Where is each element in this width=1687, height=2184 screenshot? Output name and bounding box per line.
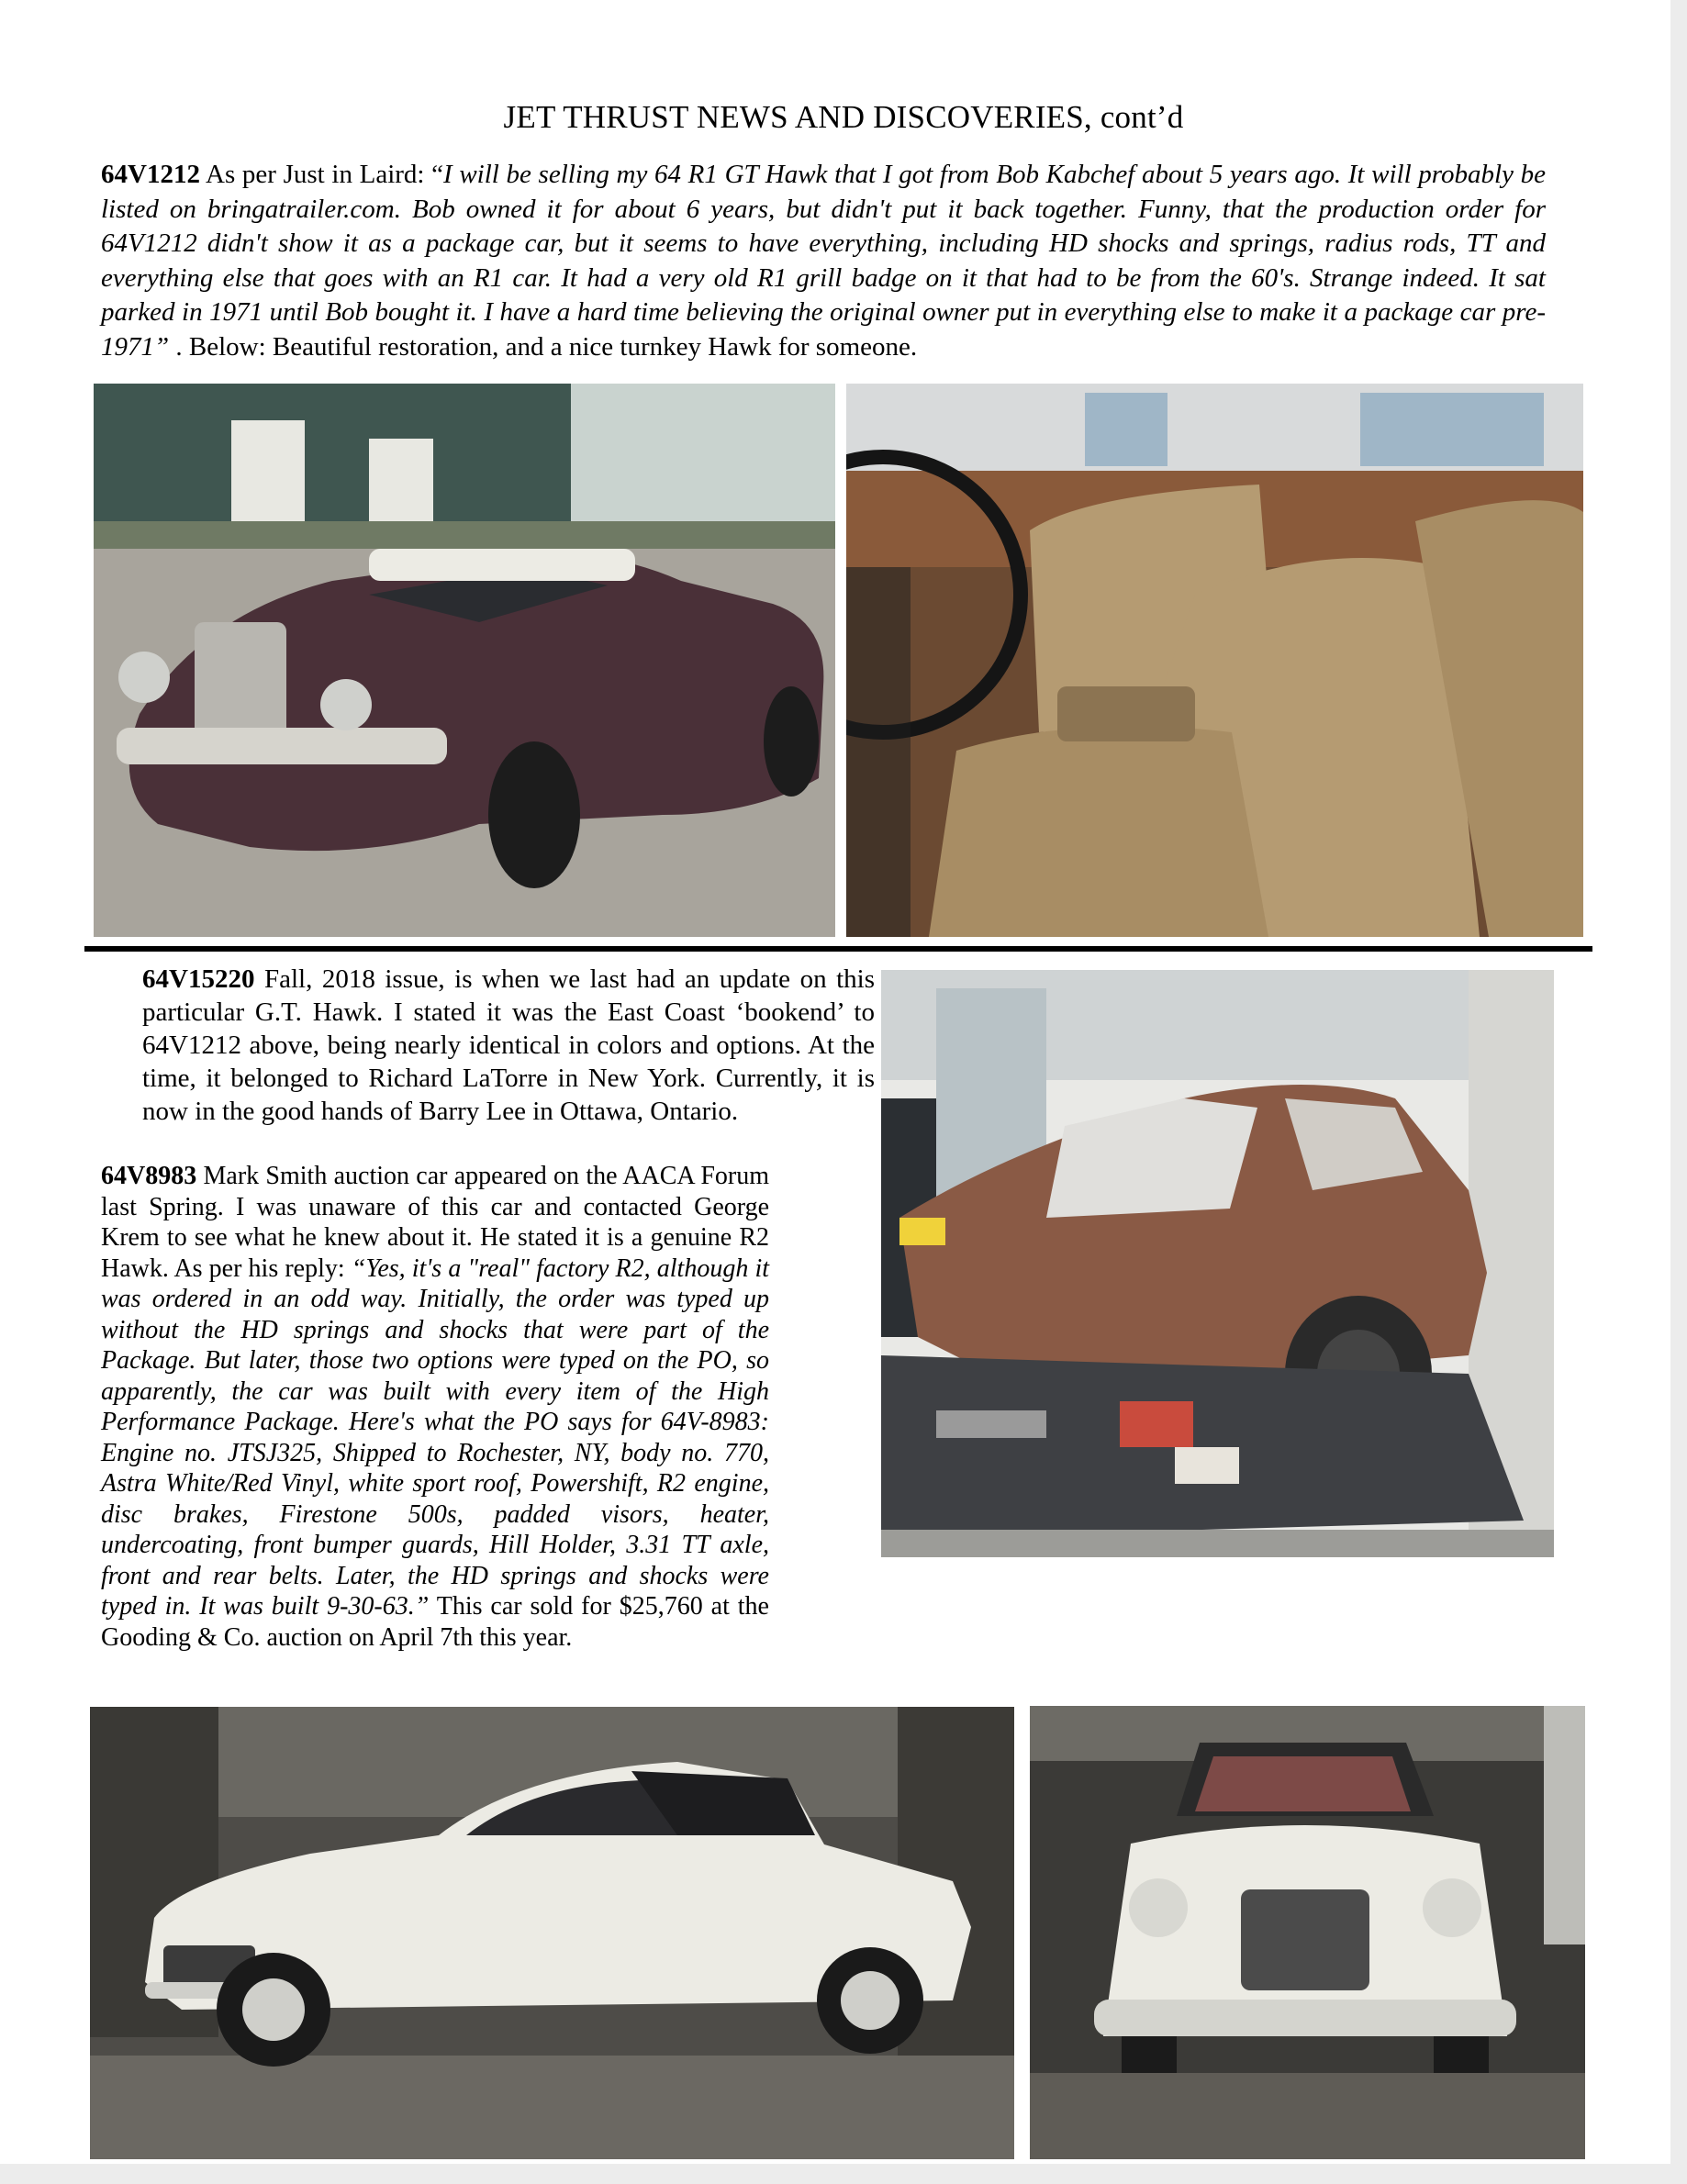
photo-white-hawk-front xyxy=(1030,1706,1585,2159)
article-id: 64V15220 xyxy=(142,964,255,994)
article-id: 64V1212 xyxy=(101,160,200,189)
article-quote: “Yes, it's a "real" factory R2, although it was ordered in an odd way. Initially, the order was typed up without the HD springs and shocks that were part of the Package. But later, those two options were typed on the PO, so apparently, the car was built with every item of the High Performance Package. Here's what the PO says for 64V-8983: Engine no. JTSJ325, Shipped to Rochester, NY, body no. 770, Astra White/Red Vinyl, white sport roof, Powershift, R2 engine, disc brakes, Firestone 500s, padded visors, heater, undercoating, front bumper guards, Hill Holder, 3.31 TT axle, front and rear belts. Later, the HD springs and shocks were typed in. It was built 9-30-63.” xyxy=(101,1254,769,1621)
photo-bronze-hawk-garage xyxy=(881,970,1554,1557)
article-id: 64V8983 xyxy=(101,1162,197,1190)
page-title: JET THRUST NEWS AND DISCOVERIES, cont’d xyxy=(503,99,1184,135)
page-edge xyxy=(1670,0,1687,2184)
article-outro: This car sold for $25,760 at the Gooding & Co. auction on April 7th this year. xyxy=(101,1592,769,1652)
page-bottom-edge xyxy=(0,2164,1687,2184)
article-64v15220 xyxy=(142,963,875,1128)
photo-white-hawk-side xyxy=(90,1707,1014,2159)
photo-maroon-hawk-exterior xyxy=(94,384,835,937)
article-outro: . Below: Beautiful restoration, and a nice turnkey Hawk for someone. xyxy=(169,331,918,362)
article-intro: As per Just in Laird: “ xyxy=(199,160,444,189)
article-intro: Mark Smith auction car appeared on the AACA Forum last Spring. I was unaware of this car and contacted George Krem to see what he knew about it. He stated it is a genuine R2 Hawk. As per his reply: xyxy=(101,1162,769,1283)
section-divider xyxy=(84,946,1592,952)
article-64v8983 xyxy=(101,1161,769,1653)
article-64v1212 xyxy=(101,158,1546,364)
article-quote: I will be selling my 64 R1 GT Hawk that I got from Bob Kabchef about 5 years ago. It will probably be listed on bringatrailer.com. Bob owned it for about 6 years, but didn't put it back together. Funny, that the production order for 64V1212 didn't show it as a package car, but it seems to have everything, including HD shocks and springs, radius rods, TT and everything else that goes with an R1 car. It had a very old R1 grill badge on it that had to be from the 60's. Strange indeed. It sat parked in 1971 until Bob bought it. I have a hard time believing the original owner put in everything else to make it a package car pre-1971” xyxy=(101,160,1546,362)
photo-hawk-interior xyxy=(846,384,1583,937)
article-text: Fall, 2018 issue, is when we last had an update on this particular G.T. Hawk. I stated it was the East Coast ‘bookend’ to 64V1212 above, being nearly identical in colors and options. At the time, it belonged to Richard LaTorre in New York. Currently, it is now in the good hands of Barry Lee in Ottawa, Ontario. xyxy=(142,964,875,1126)
